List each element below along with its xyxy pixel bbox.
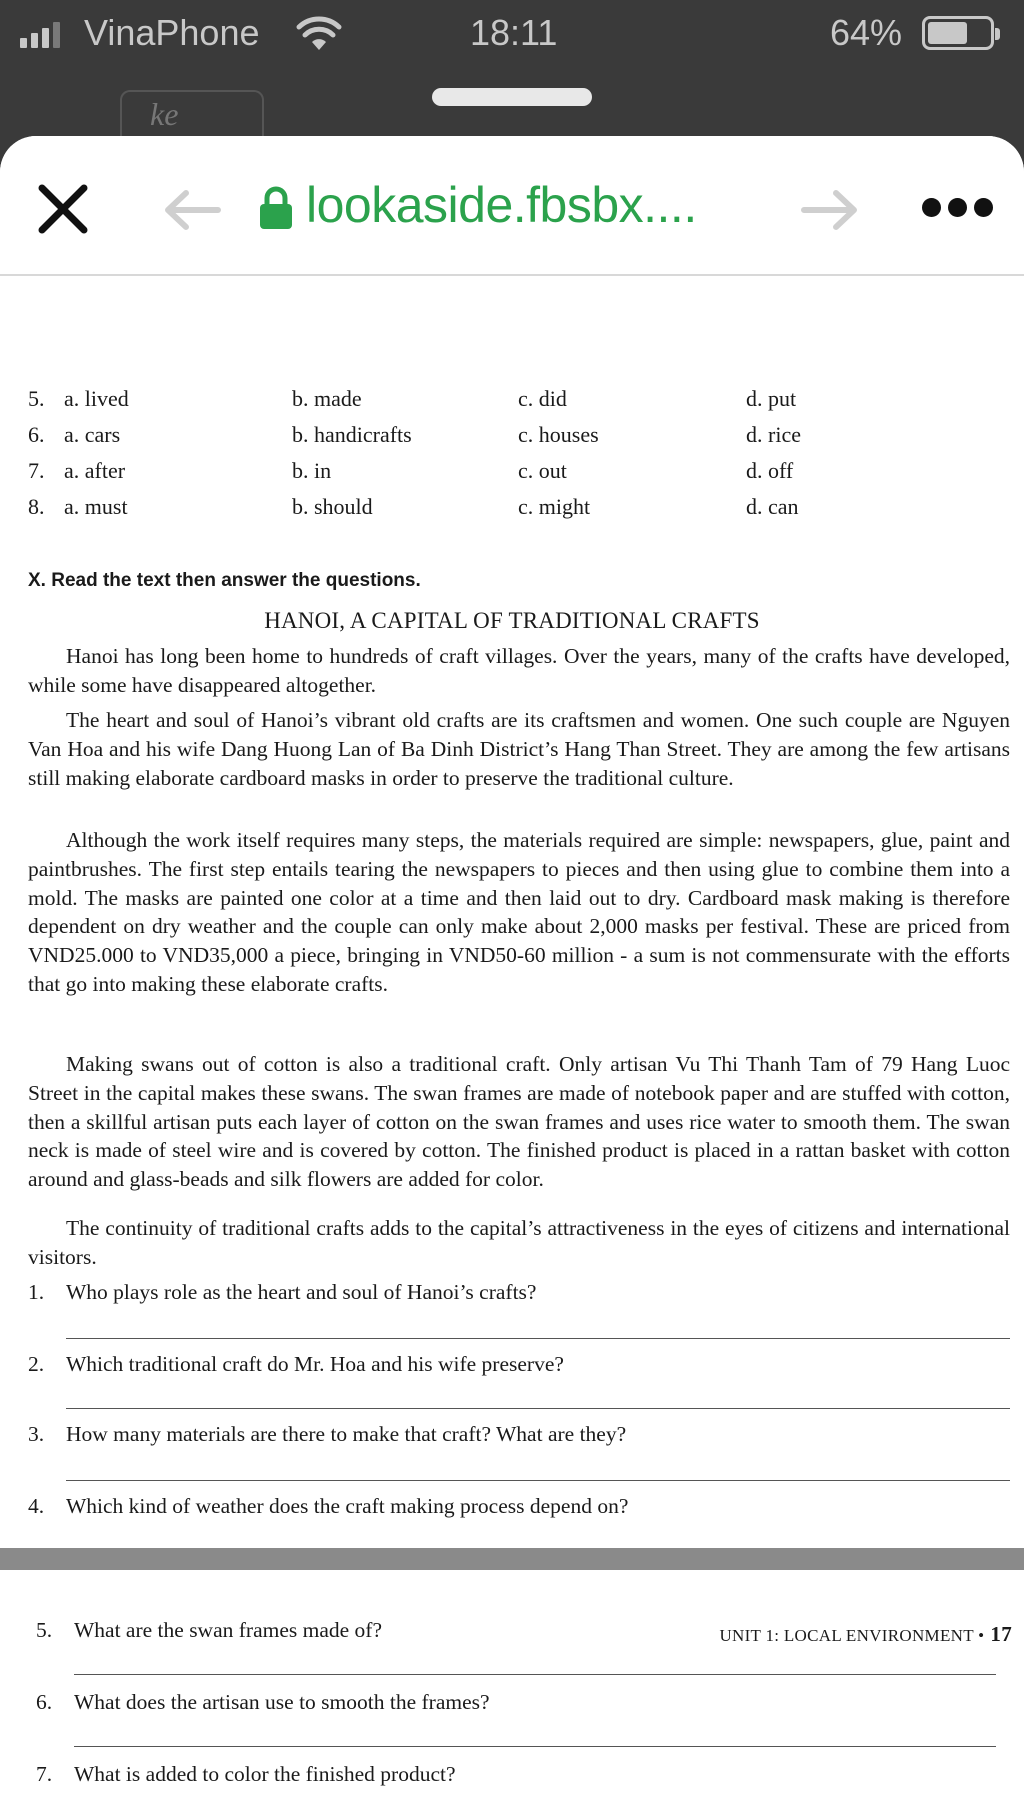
option-a: a. after bbox=[64, 458, 126, 483]
option-c: c. did bbox=[518, 386, 567, 411]
question-number: 1. bbox=[28, 1280, 45, 1304]
question-number: 5. bbox=[36, 1618, 53, 1642]
option-number: 7. bbox=[28, 458, 45, 483]
question-text: Which kind of weather does the craft making process depend on? bbox=[66, 1494, 629, 1518]
page-footer bbox=[719, 1622, 1012, 1647]
answer-line bbox=[74, 1674, 996, 1675]
answer-line bbox=[74, 1746, 996, 1747]
option-d: d. can bbox=[746, 494, 799, 519]
passage-title: HANOI, A CAPITAL OF TRADITIONAL CRAFTS bbox=[264, 608, 760, 633]
option-number: 6. bbox=[28, 422, 45, 447]
back-arrow-icon[interactable] bbox=[162, 188, 222, 232]
footer-unit-label: UNIT 1: LOCAL ENVIRONMENT • bbox=[719, 1626, 985, 1645]
forward-arrow-icon[interactable] bbox=[800, 188, 860, 232]
question-text: What is added to color the finished product? bbox=[74, 1762, 456, 1786]
section-heading: X. Read the text then answer the questions. bbox=[28, 570, 421, 591]
question-number: 3. bbox=[28, 1422, 45, 1446]
option-d: d. put bbox=[746, 386, 797, 411]
option-c: c. might bbox=[518, 494, 591, 519]
option-number: 8. bbox=[28, 494, 45, 519]
more-options-icon[interactable] bbox=[922, 198, 994, 218]
option-a: a. cars bbox=[64, 422, 121, 447]
status-time: 18:11 bbox=[470, 12, 558, 53]
carrier-name: VinaPhone bbox=[84, 12, 260, 53]
option-a: a. must bbox=[64, 494, 128, 519]
close-icon[interactable] bbox=[36, 182, 90, 236]
answer-line bbox=[66, 1338, 1010, 1339]
battery-icon bbox=[922, 16, 994, 50]
question-text: What are the swan frames made of? bbox=[74, 1618, 383, 1642]
option-b: b. in bbox=[292, 458, 332, 483]
option-c: c. houses bbox=[518, 422, 599, 447]
sheet-grabber-handle[interactable] bbox=[432, 88, 592, 106]
background-page-preview bbox=[120, 90, 264, 142]
option-d: d. rice bbox=[746, 422, 801, 447]
option-a: a. lived bbox=[64, 386, 129, 411]
option-b: b. should bbox=[292, 494, 373, 519]
url-address[interactable]: lookaside.fbsbx.... bbox=[306, 177, 697, 233]
option-c: c. out bbox=[518, 458, 567, 483]
passage-paragraph: The heart and soul of Hanoi’s vibrant old crafts are its craftsmen and women. One such couple are Nguyen Van Hoa and his wife Dang Huong Lan of Ba Dinh District’s Hang Than Street. They are among the few artisans still making elaborate cardboard masks in order to preserve the traditional culture. bbox=[28, 708, 1010, 790]
passage-paragraph: The continuity of traditional crafts adds to the capital’s attractiveness in the eyes of citizens and international visitors. bbox=[28, 1216, 1010, 1269]
browser-sheet bbox=[0, 136, 1024, 1817]
question-number: 7. bbox=[36, 1762, 53, 1786]
page-divider bbox=[0, 1548, 1024, 1570]
answer-line bbox=[66, 1408, 1010, 1409]
option-b: b. handicrafts bbox=[292, 422, 412, 447]
question-text: Who plays role as the heart and soul of Hanoi’s crafts? bbox=[66, 1280, 537, 1304]
option-d: d. off bbox=[746, 458, 794, 483]
passage-paragraph: Hanoi has long been home to hundreds of craft villages. Over the years, many of the crafts have developed, while some have disappeared altogether. bbox=[28, 644, 1010, 697]
question-text: Which traditional craft do Mr. Hoa and his wife preserve? bbox=[66, 1352, 564, 1376]
option-number: 5. bbox=[28, 386, 45, 411]
wifi-icon bbox=[296, 16, 342, 52]
battery-percentage: 64% bbox=[830, 12, 903, 53]
lock-icon bbox=[258, 186, 294, 230]
passage-paragraph: Although the work itself requires many steps, the materials required are simple: newspapers, glue, paint and paintbrushes. The first step entails tearing the newspapers to pieces and then using glue to combine them into a mold. The masks are painted one color at a time and then laid out to dry. Cardboard mask making is therefore dependent on dry weather and the couple can only make about 2,000 masks per festival. These are priced from VND25.000 to VND35,000 a piece, bringing in VND50-60 million - a sum is not commensurate with the efforts that go into making these elaborate crafts. bbox=[28, 828, 1010, 996]
passage-paragraph: Making swans out of cotton is also a traditional craft. Only artisan Vu Thi Thanh Tam of 79 Hang Luoc Street in the capital makes these swans. The swan frames are made of notebook paper and are stuffed with cotton, then a skillful artisan puts each layer of cotton on the swan frames and uses rice water to smooth them. The swan neck is made of steel wire and is covered by cotton. The finished product is placed in a rattan basket with cotton around and glass-beads and silk flowers are added for color. bbox=[28, 1052, 1010, 1192]
option-b: b. made bbox=[292, 386, 362, 411]
background-page-label: ke bbox=[150, 96, 179, 132]
question-text: How many materials are there to make that craft? What are they? bbox=[66, 1422, 627, 1446]
answer-line bbox=[66, 1480, 1010, 1481]
status-bar bbox=[0, 0, 1024, 66]
question-number: 6. bbox=[36, 1690, 53, 1714]
question-number: 4. bbox=[28, 1494, 45, 1518]
question-number: 2. bbox=[28, 1352, 45, 1376]
question-text: What does the artisan use to smooth the frames? bbox=[74, 1690, 490, 1714]
page-number: 17 bbox=[990, 1622, 1012, 1646]
browser-toolbar bbox=[0, 136, 1024, 276]
